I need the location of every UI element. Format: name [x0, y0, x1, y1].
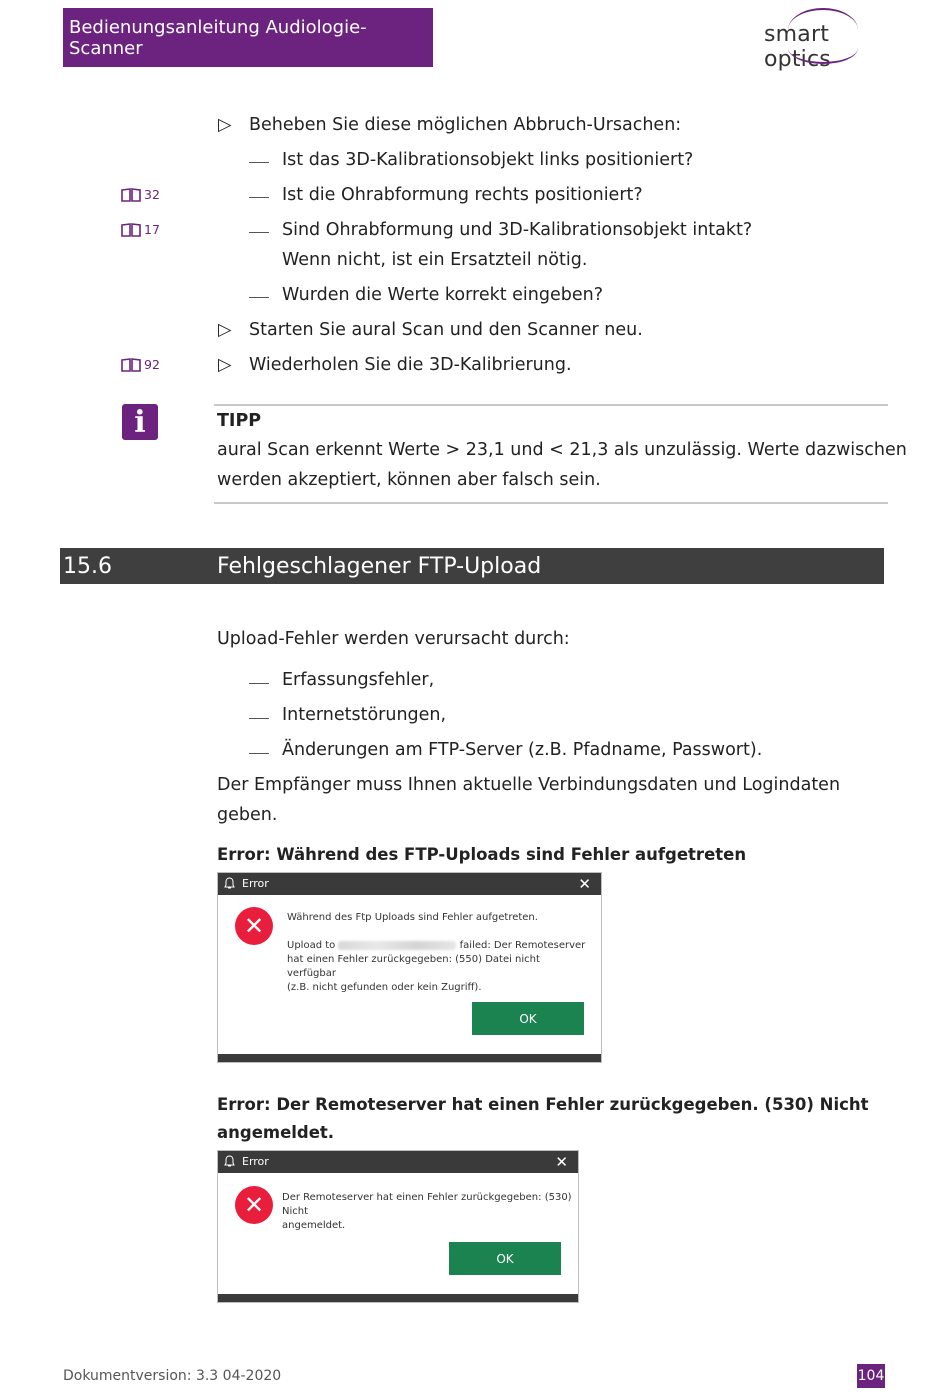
check-item: Ist die Ohrabformung rechts positioniert?	[282, 185, 643, 205]
tip-text: aural Scan erkennt Werte > 23,1 und < 21,3 als unzulässig. Werte dazwischen	[217, 440, 907, 460]
tip-label: TIPP	[217, 411, 262, 431]
step-arrow-icon: ▷	[218, 320, 232, 340]
page-reference-number: 92	[144, 357, 160, 372]
document-title: Bedienungsanleitung Audiologie-Scanner	[69, 16, 367, 59]
page-reference-number: 17	[144, 222, 160, 237]
error2-message-line: angemeldet.	[282, 1220, 346, 1231]
check-item-continuation: Wenn nicht, ist ein Ersatzteil nötig.	[282, 250, 588, 270]
error2-caption: angemeldet.	[217, 1123, 335, 1142]
dialog-titlebar	[218, 873, 601, 895]
tip-rule-top	[214, 404, 888, 406]
error1-detail-prefix: Upload to	[287, 940, 336, 951]
section-number: 15.6	[63, 553, 112, 579]
error2-message-line: Der Remoteserver hat einen Fehler zurückgegeben: (530) Nicht	[282, 1192, 572, 1217]
upload-intro: Upload-Fehler werden verursacht durch:	[217, 629, 570, 649]
book-icon	[121, 223, 141, 237]
document-header	[63, 8, 433, 67]
step-fix-causes: Beheben Sie diese möglichen Abbruch-Ursachen:	[249, 115, 682, 135]
error2-dialog	[217, 1150, 579, 1303]
bell-icon	[224, 1155, 235, 1168]
ok-button[interactable]: OK	[472, 1002, 584, 1035]
dash-bullet	[249, 197, 269, 198]
dash-bullet	[249, 162, 269, 163]
check-item: Wurden die Werte korrekt eingeben?	[282, 285, 604, 305]
page-reference-32[interactable]	[121, 187, 160, 202]
cause-item: Internetstörungen,	[282, 705, 447, 725]
tip-rule-bottom	[214, 502, 888, 504]
check-item: Sind Ohrabformung und 3D-Kalibrationsobjekt intakt?	[282, 220, 753, 240]
dash-bullet	[249, 718, 269, 719]
close-icon[interactable]: ✕	[555, 1153, 568, 1171]
dash-bullet	[249, 753, 269, 754]
step-restart: Starten Sie aural Scan und den Scanner neu.	[249, 320, 643, 340]
upload-note: geben.	[217, 805, 278, 825]
smart-optics-logo	[760, 8, 890, 72]
step-arrow-icon: ▷	[218, 115, 232, 135]
error1-message: Während des Ftp Uploads sind Fehler aufgetreten.	[287, 912, 538, 923]
dialog-title: Error	[242, 877, 269, 890]
dialog-titlebar	[218, 1151, 578, 1173]
logo-text: smart optics	[764, 22, 831, 72]
error2-caption: Error: Der Remoteserver hat einen Fehler zurückgegeben. (530) Nicht	[217, 1095, 869, 1114]
dialog-footer-bar	[218, 1294, 578, 1302]
dash-bullet	[249, 297, 269, 298]
error1-detail-suffix: failed: Der Remoteserver	[459, 940, 586, 951]
error1-detail	[287, 939, 592, 995]
error1-dialog	[217, 872, 602, 1063]
bell-icon	[224, 877, 235, 890]
ok-button[interactable]: OK	[449, 1242, 561, 1275]
section-heading	[60, 548, 884, 584]
step-repeat-calibration: Wiederholen Sie die 3D-Kalibrierung.	[249, 355, 572, 375]
dialog-title: Error	[242, 1155, 269, 1168]
check-item: Ist das 3D-Kalibrationsobjekt links positioniert?	[282, 150, 694, 170]
dash-bullet	[249, 232, 269, 233]
section-title: Fehlgeschlagener FTP-Upload	[217, 553, 542, 579]
cause-item: Erfassungsfehler,	[282, 670, 435, 690]
page-number: 104	[857, 1364, 885, 1388]
book-icon	[121, 358, 141, 372]
page-reference-17[interactable]	[121, 222, 160, 237]
error-icon: ✕	[235, 1186, 273, 1224]
error2-message	[282, 1191, 577, 1233]
close-icon[interactable]: ✕	[578, 875, 591, 893]
page-reference-number: 32	[144, 187, 160, 202]
error1-detail-line: (z.B. nicht gefunden oder kein Zugriff).	[287, 982, 482, 993]
step-arrow-icon: ▷	[218, 355, 232, 375]
upload-note: Der Empfänger muss Ihnen aktuelle Verbindungsdaten und Logindaten	[217, 775, 841, 795]
cause-item: Änderungen am FTP-Server (z.B. Pfadname, Passwort).	[282, 740, 763, 760]
tip-text: werden akzeptiert, können aber falsch sein.	[217, 470, 601, 490]
info-icon: i	[122, 404, 158, 440]
error1-caption: Error: Während des FTP-Uploads sind Fehler aufgetreten	[217, 845, 747, 864]
document-version: Dokumentversion: 3.3 04-2020	[63, 1368, 282, 1384]
error-icon: ✕	[235, 907, 273, 945]
page-reference-92[interactable]	[121, 357, 160, 372]
dash-bullet	[249, 683, 269, 684]
error1-detail-line: hat einen Fehler zurückgegeben: (550) Datei nicht verfügbar	[287, 954, 540, 979]
redacted-server-address	[338, 941, 456, 950]
book-icon	[121, 188, 141, 202]
dialog-footer-bar	[218, 1054, 601, 1062]
